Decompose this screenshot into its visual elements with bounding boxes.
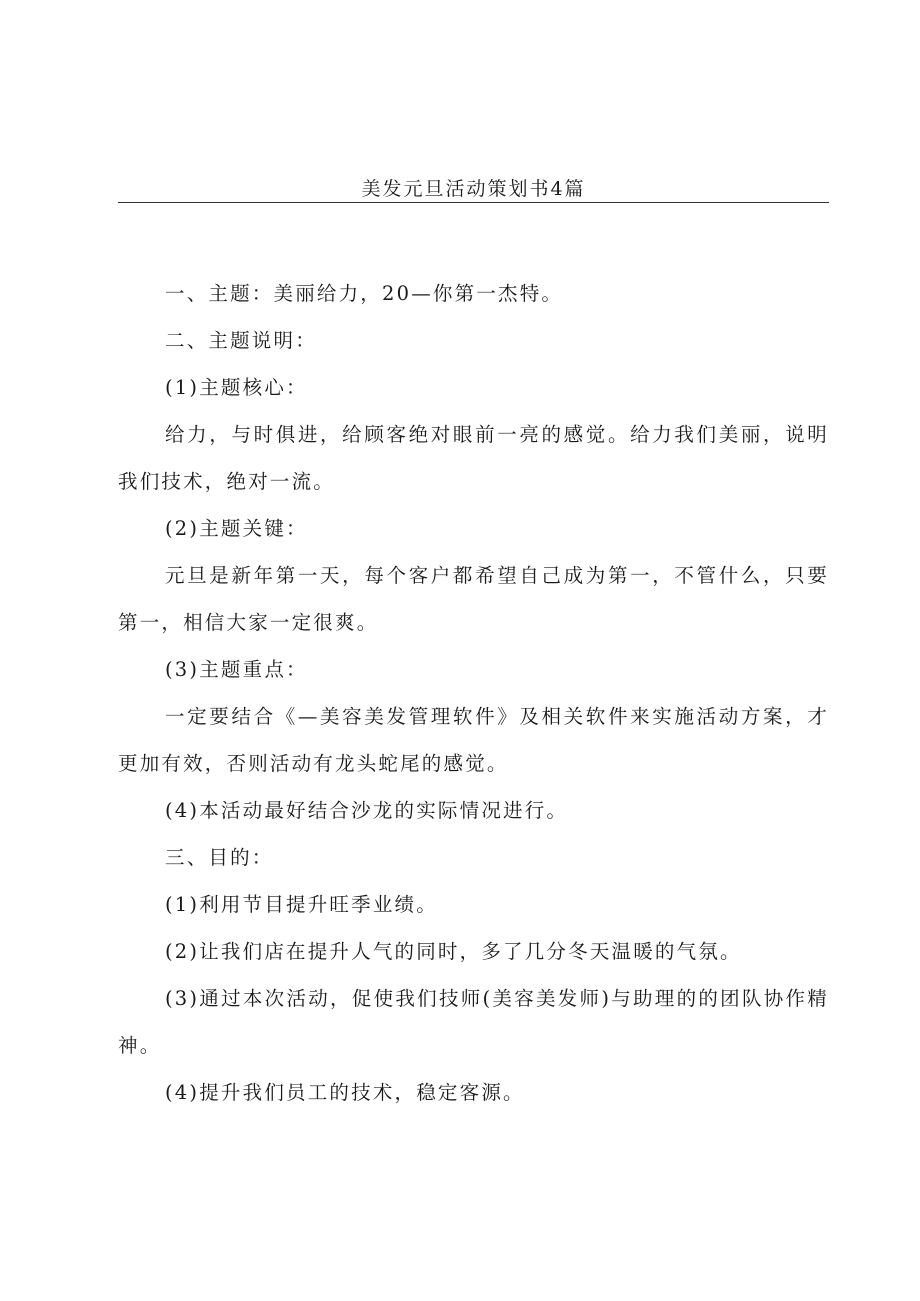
paragraph-theme-core: 给力，与时俱进，给顾客绝对眼前一亮的感觉。给力我们美丽，说明我们技术，绝对一流。 [118,423,829,493]
subheading-theme-key: (2)主题关键： [165,517,308,540]
purpose-item-4: (4)提升我们员工的技术，稳定客源。 [165,1081,525,1104]
document-title: 美发元旦活动策划书4篇 [361,178,586,200]
purpose-item-2: (2)让我们店在提升人气的同时，多了几分冬天温暖的气氛。 [165,940,742,963]
heading-theme-explanation: 二、主题说明： [165,329,317,352]
paragraph-salon-note: (4)本活动最好结合沙龙的实际情况进行。 [165,799,569,822]
paragraph-theme-key: 元旦是新年第一天，每个客户都希望自己成为第一，不管什么，只要第一，相信大家一定很爽。 [118,564,829,634]
subheading-theme-core: (1)主题核心： [165,376,308,399]
paragraph-theme-focus: 一定要结合《—美容美发管理软件》及相关软件来实施活动方案，才更加有效，否则活动有龙头蛇尾的感觉。 [118,705,829,775]
subheading-theme-focus: (3)主题重点： [165,658,308,681]
purpose-item-1: (1)利用节目提升旺季业绩。 [165,893,438,916]
heading-theme: 一、主题：美丽给力，20—你第一杰特。 [165,282,564,305]
heading-purpose: 三、目的： [165,846,274,869]
purpose-item-3: (3)通过本次活动，促使我们技师(美容美发师)与助理的的团队协作精神。 [118,987,829,1057]
document-header [118,170,829,203]
document-body [118,270,829,1116]
